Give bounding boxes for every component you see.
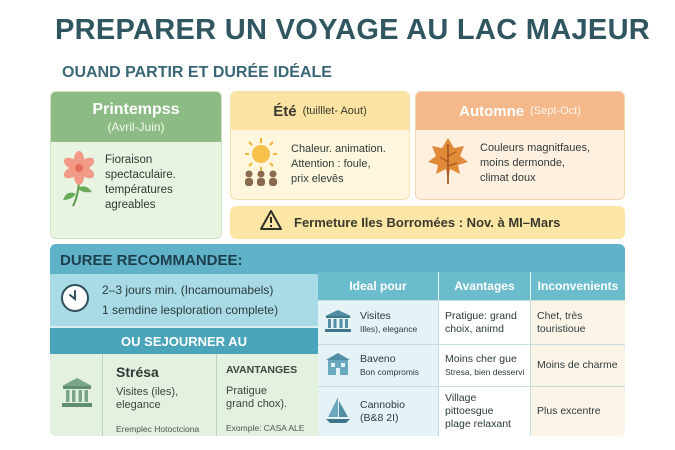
row-advantage: Pratigue: grand <box>445 309 517 322</box>
season-period: (Sept-Oct) <box>530 105 581 117</box>
row-advantage: Moins cher gue <box>445 352 517 365</box>
duration-line: 1 semdine lesploration complete) <box>102 303 279 317</box>
temple-icon <box>60 376 94 413</box>
season-line: températures <box>105 183 173 196</box>
row-place-sub: Illes), elegance <box>360 323 418 334</box>
season-period: (Avril-Juin) <box>107 119 165 134</box>
season-name: Automne <box>459 102 525 120</box>
building-icon <box>324 351 352 381</box>
sun-crowd-icon <box>239 136 283 193</box>
stay-title: OU SEJOURNER AU <box>50 328 318 354</box>
duration-body <box>50 274 318 326</box>
row-drawback: Plus excentre <box>537 405 601 417</box>
leaf-icon <box>426 136 470 191</box>
season-card-spring <box>50 91 222 239</box>
row-place-sub: (B&8 2I) <box>360 411 399 424</box>
row-advantage: pittoesgue <box>445 405 494 417</box>
row-advantage: choix, animd <box>445 322 504 335</box>
sailboat-icon <box>324 395 352 429</box>
closure-alert <box>230 206 625 239</box>
stay-adv-line: Pratigue <box>226 385 267 397</box>
duration-section <box>50 244 625 436</box>
season-line: spectaculaire. <box>105 168 176 181</box>
duration-title: DUREE RECOMMANDEE: <box>50 244 625 274</box>
table-row <box>318 386 625 436</box>
warning-icon <box>260 210 282 235</box>
flower-icon <box>59 150 99 215</box>
season-header-autumn <box>416 92 624 130</box>
row-place: Baveno <box>360 352 396 365</box>
season-card-summer <box>230 91 410 200</box>
page-title: PREPARER UN VOYAGE AU LAC MAJEUR <box>55 14 651 46</box>
section-subtitle: OUAND PARTIR ET DURÉE IDÉALE <box>62 64 332 81</box>
row-drawback: Moins de charme <box>537 359 618 371</box>
clock-icon <box>60 283 90 318</box>
row-drawback: touristioue <box>537 322 586 335</box>
alert-text: Fermeture Iles Borromées : Nov. à MI–Mars <box>294 215 561 230</box>
season-line: agreables <box>105 198 156 211</box>
season-line: Attention : foule, <box>291 158 371 170</box>
row-advantage: plage relaxant <box>445 418 511 430</box>
season-line: Fioraison <box>105 153 153 166</box>
table-header-drawbacks: Inconvenients <box>531 272 625 300</box>
season-line: prix elevês <box>291 173 344 185</box>
season-line: Couleurs magnitfaues, <box>480 142 591 154</box>
row-advantage: Stresa, bien desservi <box>445 366 525 377</box>
table-row <box>318 300 625 344</box>
stay-adv-title: AVANTANGES <box>226 364 298 376</box>
temple-icon <box>324 309 352 337</box>
season-period: (tuilllet- Aout) <box>302 105 367 117</box>
table-header-ideal: Ideal pour <box>318 272 438 300</box>
row-advantage: Village <box>445 392 477 404</box>
season-name: Été <box>273 102 297 120</box>
stay-place-name: Strésa <box>116 364 159 380</box>
accommodation-table <box>318 272 625 436</box>
row-place-sub: Bon compromis <box>360 366 420 377</box>
season-line: Chaleur. animation. <box>291 143 386 155</box>
row-place: Visites <box>360 309 391 322</box>
stay-adv-footer: Exomple: CASA ALE <box>226 423 305 433</box>
table-header-advantages: Avantages <box>439 272 530 300</box>
season-line: climat doux <box>480 172 536 184</box>
table-row <box>318 344 625 386</box>
stay-section <box>50 328 318 436</box>
season-card-autumn <box>415 91 625 200</box>
stay-adv-line: grand chox). <box>226 398 288 410</box>
season-header-spring <box>51 92 221 142</box>
duration-line: 2–3 jours min. (Incamoumabels) <box>102 283 274 297</box>
row-place: Cannobio <box>360 398 405 411</box>
stay-place-line: Visites (iles), <box>116 386 179 398</box>
stay-place-footer: Eremplec Hotoctciona <box>116 424 200 434</box>
season-name: Printempss <box>92 100 180 118</box>
row-drawback: Chet, très <box>537 309 583 322</box>
season-line: moins dermonde, <box>480 157 565 169</box>
season-header-summer <box>231 92 409 130</box>
stay-place-line: elegance <box>116 399 161 411</box>
